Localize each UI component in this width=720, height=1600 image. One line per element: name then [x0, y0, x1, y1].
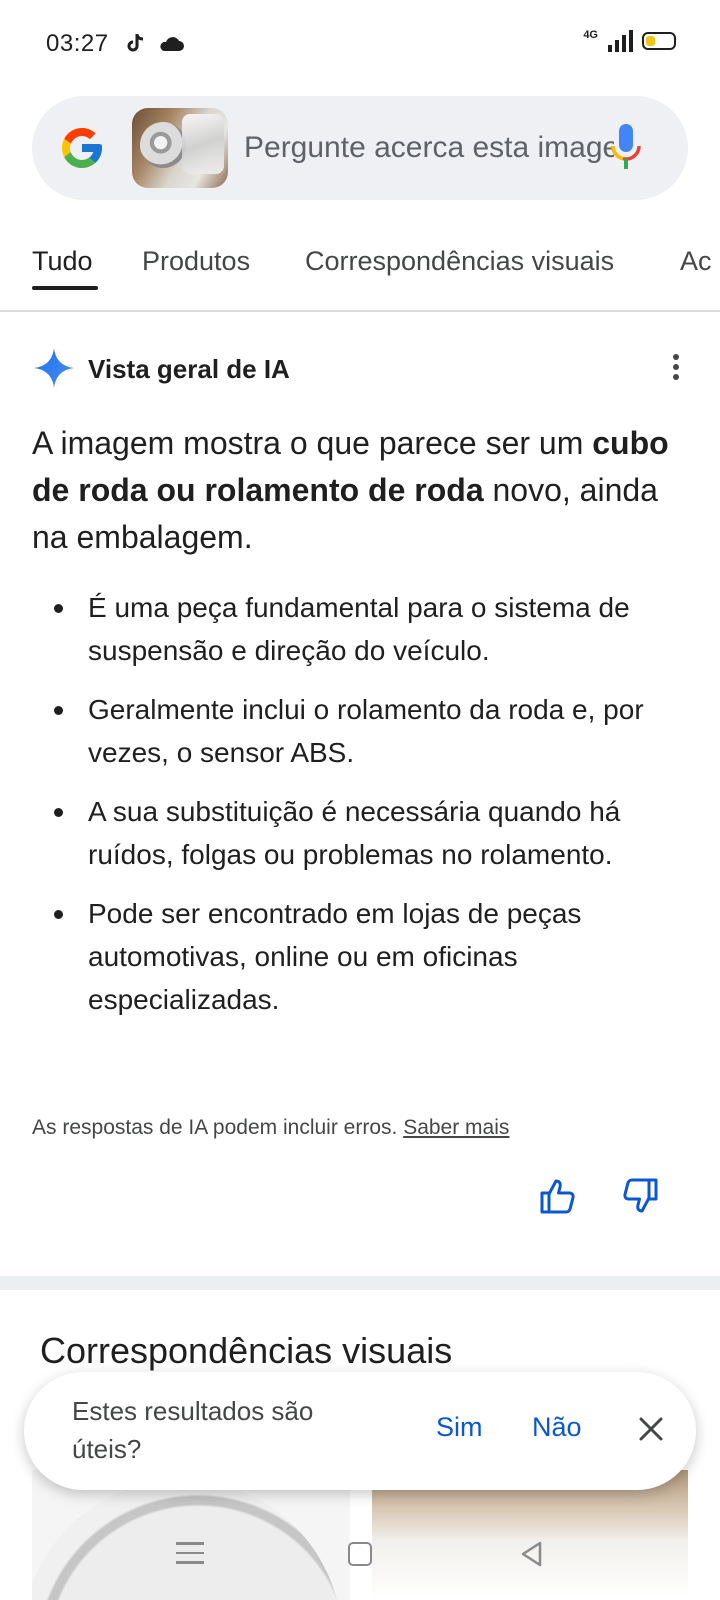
feedback-yes-button[interactable]: Sim: [436, 1412, 483, 1442]
status-right-group: [583, 30, 676, 52]
bullet-item: É uma peça fundamental para o sistema de suspensão e direção do veículo.: [32, 586, 692, 672]
search-input[interactable]: [244, 126, 614, 170]
learn-more-link[interactable]: Saber mais: [403, 1116, 510, 1139]
tiktok-icon: [126, 32, 146, 54]
disclaimer-text: As respostas de IA podem incluir erros.: [32, 1116, 398, 1139]
more-options-icon[interactable]: [664, 350, 688, 386]
google-logo-icon[interactable]: [58, 124, 106, 172]
tab-all[interactable]: Tudo: [32, 246, 93, 276]
thumbs-down-icon[interactable]: [620, 1176, 660, 1216]
recent-apps-icon[interactable]: [176, 1542, 204, 1566]
ai-overview-summary: [32, 420, 692, 561]
thumbs-up-icon[interactable]: [538, 1176, 578, 1216]
active-tab-indicator: [32, 286, 98, 290]
gemini-spark-icon: [32, 346, 76, 390]
ai-overview-title: Vista geral de IA: [88, 354, 290, 384]
feedback-question: Estes resultados são úteis?: [72, 1396, 314, 1464]
summary-text-start: A imagem mostra o que parece ser um: [32, 425, 593, 461]
search-bar[interactable]: [32, 96, 688, 200]
bullet-item: Geralmente inclui o rolamento da roda e, por vezes, o sensor ABS.: [32, 688, 692, 774]
ai-overview-bullets: [32, 586, 692, 1037]
feedback-prompt: [24, 1372, 696, 1490]
system-nav-bar: [0, 1510, 720, 1600]
close-icon[interactable]: [636, 1414, 666, 1444]
battery-fill: [646, 36, 655, 46]
signal-icon: [606, 30, 634, 52]
ai-overview-header: [32, 346, 688, 394]
status-time: 03:27: [46, 30, 109, 57]
query-image-thumbnail[interactable]: [132, 108, 228, 188]
visual-matches-title: Correspondências visuais: [40, 1330, 453, 1371]
home-icon[interactable]: [348, 1542, 372, 1566]
bullet-item: A sua substituição é necessária quando há ruídos, folgas ou problemas no rolamento.: [32, 790, 692, 876]
thumbnail-packaging: [182, 114, 224, 174]
battery-icon: [642, 32, 676, 50]
tab-products[interactable]: Produtos: [142, 246, 251, 276]
search-tabs: [0, 236, 720, 312]
summary-text-end: novo, ainda na embalagem.: [32, 472, 658, 555]
back-icon[interactable]: [518, 1540, 546, 1568]
tab-visual-matches[interactable]: Correspondências visuais: [305, 246, 615, 276]
feedback-no-button[interactable]: Não: [532, 1412, 582, 1442]
status-bar: [0, 0, 720, 90]
thumbnail-part: [140, 122, 186, 168]
ai-disclaimer: [32, 1116, 509, 1140]
tab-next-partial[interactable]: Ac: [680, 246, 712, 276]
network-type-label: 4G: [583, 29, 598, 41]
microphone-icon[interactable]: [610, 122, 642, 174]
section-divider: [0, 1276, 720, 1290]
cloud-icon: [158, 36, 184, 52]
bullet-item: Pode ser encontrado em lojas de peças automotivas, online ou em oficinas especializadas.: [32, 892, 692, 1021]
summary-highlight: cubo de roda ou rolamento de roda: [32, 425, 669, 508]
